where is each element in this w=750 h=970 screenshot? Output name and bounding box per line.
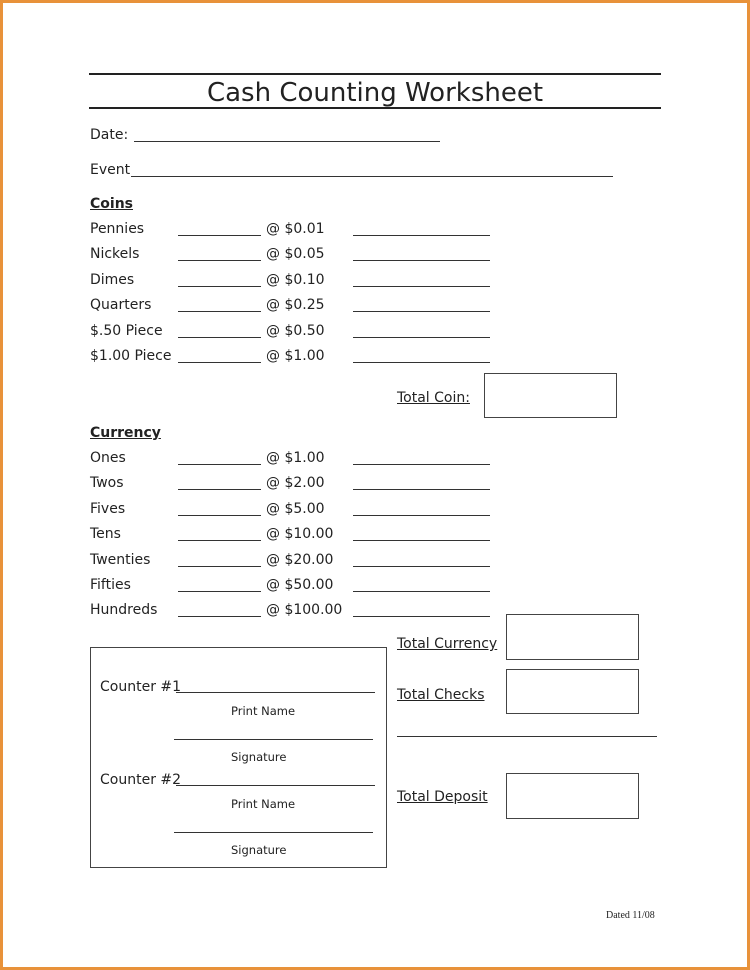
total-coin-box[interactable] (484, 373, 617, 418)
title-top-rule (89, 73, 661, 75)
counter-1-signature-caption: Signature (231, 750, 287, 764)
coin-row-label: Quarters (90, 297, 152, 313)
coin-row-rate: @ $0.10 (266, 272, 325, 288)
coin-row-count-field[interactable] (178, 311, 261, 312)
currency-row-rate: @ $2.00 (266, 475, 325, 491)
coin-row-label: Pennies (90, 221, 145, 237)
currency-row-rate: @ $100.00 (266, 602, 343, 618)
coin-row-rate: @ $1.00 (266, 348, 325, 364)
coin-row-label: $.50 Piece (90, 323, 163, 339)
currency-row-label: Hundreds (90, 602, 158, 618)
event-field[interactable] (131, 176, 613, 177)
counter-1-label: Counter #1 (100, 679, 182, 695)
currency-row-count-field[interactable] (178, 489, 261, 490)
currency-row-count-field[interactable] (178, 540, 261, 541)
total-checks-box[interactable] (506, 669, 639, 714)
currency-row-amount-field[interactable] (353, 540, 490, 541)
counter-1-print-name-caption: Print Name (231, 704, 296, 718)
currency-row-count-field[interactable] (178, 591, 261, 592)
counter-2-name-field[interactable] (176, 785, 375, 786)
total-coin-label: Total Coin: (397, 390, 470, 406)
counter-2-print-name-caption: Print Name (231, 797, 296, 811)
counter-2-signature-caption: Signature (231, 843, 287, 857)
counter-2-signature-field[interactable] (174, 832, 373, 833)
title-bottom-rule (89, 107, 661, 109)
currency-row-count-field[interactable] (178, 566, 261, 567)
currency-row-amount-field[interactable] (353, 489, 490, 490)
currency-row-label: Fifties (90, 577, 131, 593)
total-currency-label: Total Currency (397, 636, 498, 652)
coin-row-amount-field[interactable] (353, 286, 490, 287)
counter-1-name-field[interactable] (176, 692, 375, 693)
currency-row-label: Fives (90, 501, 126, 517)
coin-row-rate: @ $0.25 (266, 297, 325, 313)
currency-row-amount-field[interactable] (353, 566, 490, 567)
coin-row-amount-field[interactable] (353, 337, 490, 338)
divider-line (397, 736, 657, 737)
coin-row-label: Dimes (90, 272, 135, 288)
currency-row-label: Ones (90, 450, 126, 466)
coin-row-count-field[interactable] (178, 337, 261, 338)
currency-row-rate: @ $10.00 (266, 526, 334, 542)
currency-row-amount-field[interactable] (353, 515, 490, 516)
currency-row-rate: @ $50.00 (266, 577, 334, 593)
currency-row-count-field[interactable] (178, 616, 261, 617)
total-deposit-box[interactable] (506, 773, 639, 819)
total-currency-box[interactable] (506, 614, 639, 660)
counter-1-signature-field[interactable] (174, 739, 373, 740)
coin-row-count-field[interactable] (178, 362, 261, 363)
currency-row-rate: @ $20.00 (266, 552, 334, 568)
coin-row-count-field[interactable] (178, 286, 261, 287)
total-deposit-label: Total Deposit (397, 789, 488, 805)
currency-row-amount-field[interactable] (353, 591, 490, 592)
currency-row-label: Twenties (90, 552, 151, 568)
event-label: Event (90, 162, 131, 178)
currency-row-amount-field[interactable] (353, 616, 490, 617)
coin-row-rate: @ $0.50 (266, 323, 325, 339)
currency-row-label: Tens (90, 526, 121, 542)
coin-row-count-field[interactable] (178, 260, 261, 261)
currency-heading: Currency (90, 425, 161, 441)
currency-row-label: Twos (90, 475, 124, 491)
coin-row-amount-field[interactable] (353, 362, 490, 363)
coin-row-amount-field[interactable] (353, 235, 490, 236)
counter-2-label: Counter #2 (100, 772, 182, 788)
footer-dated: Dated 11/08 (606, 910, 655, 921)
currency-row-count-field[interactable] (178, 515, 261, 516)
coin-row-rate: @ $0.05 (266, 246, 325, 262)
coin-row-label: $1.00 Piece (90, 348, 172, 364)
currency-row-amount-field[interactable] (353, 464, 490, 465)
coin-row-count-field[interactable] (178, 235, 261, 236)
coin-row-rate: @ $0.01 (266, 221, 325, 237)
date-field[interactable] (134, 141, 440, 142)
currency-row-rate: @ $1.00 (266, 450, 325, 466)
date-label: Date: (90, 127, 129, 143)
coin-row-amount-field[interactable] (353, 311, 490, 312)
coin-row-label: Nickels (90, 246, 140, 262)
coins-heading: Coins (90, 196, 133, 212)
currency-row-count-field[interactable] (178, 464, 261, 465)
currency-row-rate: @ $5.00 (266, 501, 325, 517)
page-title: Cash Counting Worksheet (206, 78, 544, 108)
coin-row-amount-field[interactable] (353, 260, 490, 261)
total-checks-label: Total Checks (397, 687, 485, 703)
